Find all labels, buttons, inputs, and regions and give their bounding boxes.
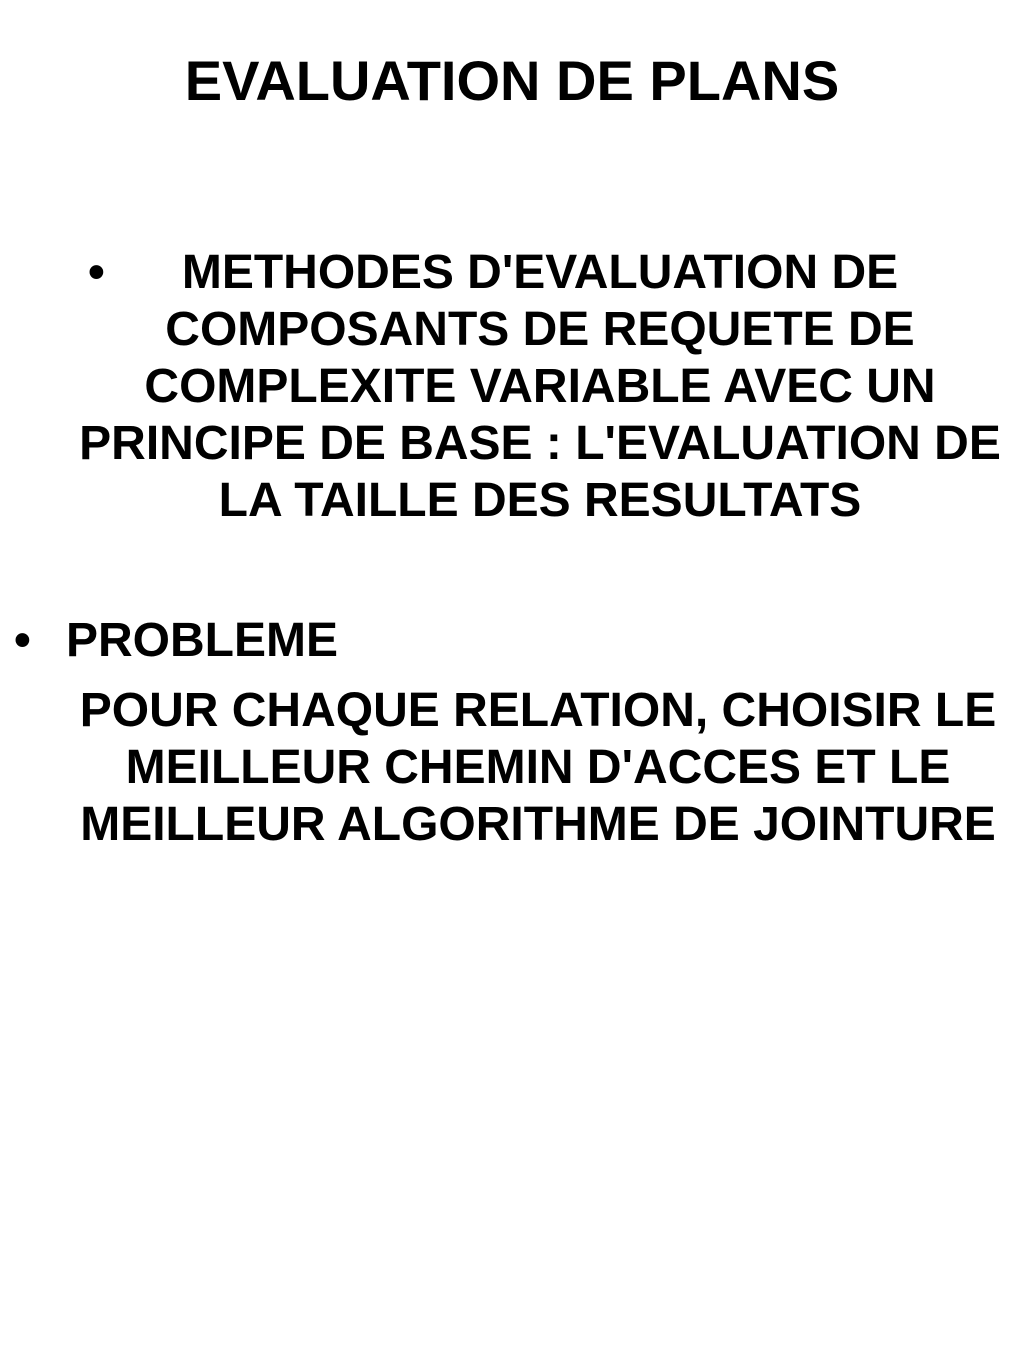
bullet-item-methodes [60,244,1010,529]
bullet-text: METHODES D'EVALUATION DE COMPOSANTS DE REQUETE DE COMPLEXITE VARIABLE AVEC UN PRINCIPE DE BASE : L'EVALUATION DE LA TAILLE DES RESULTATS [79,246,1001,527]
bullet-heading: PROBLEME [66,614,339,667]
bullet-body-text: POUR CHAQUE RELATION, CHOISIR LE MEILLEUR CHEMIN D'ACCES ET LE MEILLEUR ALGORITHME DE JOINTURE [79,684,997,851]
bullet-icon: • [14,614,31,667]
slide-title: EVALUATION DE PLANS [184,49,840,112]
bullet-icon: • [88,246,105,299]
bullet-item-probleme [0,612,1024,853]
